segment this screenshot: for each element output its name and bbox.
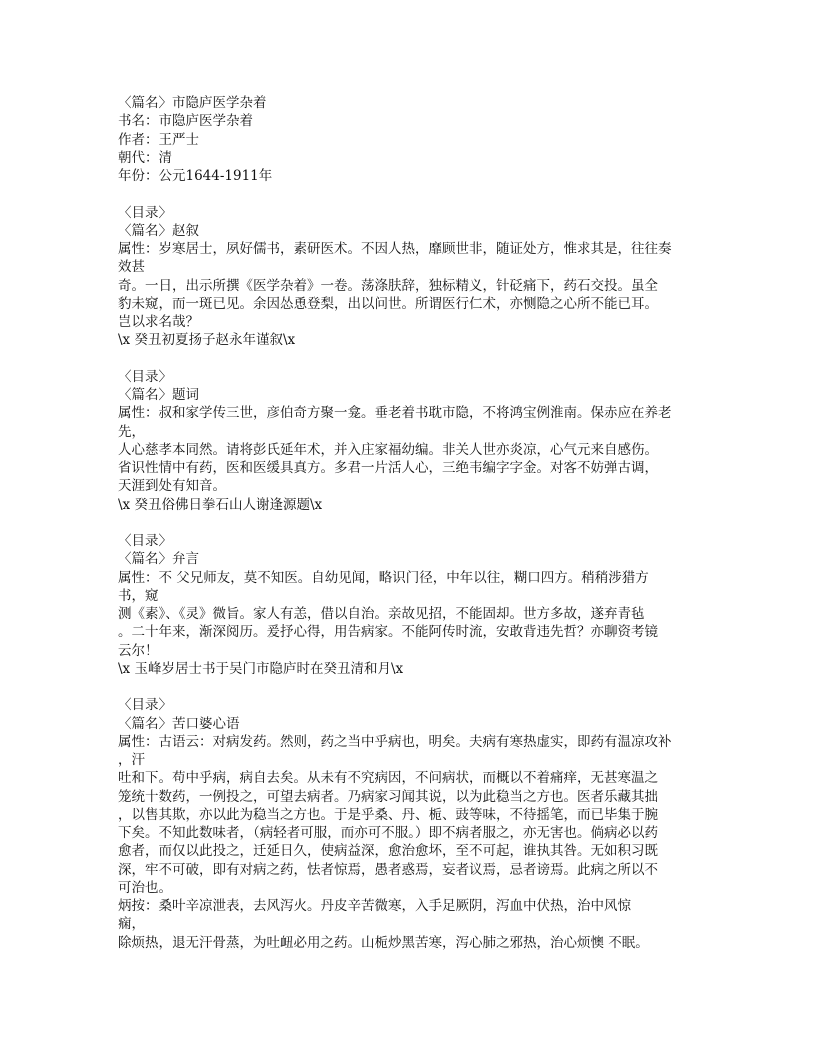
blank-line [118, 185, 718, 203]
toc-marker: 〈目录〉 [118, 204, 172, 221]
year: 年份：公元1644-1911年 [118, 168, 273, 184]
section [118, 678, 718, 952]
section-title: 〈篇名〉题词 [118, 387, 199, 403]
text-line: \x 癸丑俗佛日拳石山人谢逢源题\x [118, 496, 323, 513]
text-line: 除烦热，退无汗骨蒸，为吐衄必用之药。山栀炒黑苦寒，泻心肺之邪热，治心烦懊 不眠。 [118, 934, 649, 951]
text-line: 属性：岁寒居士，夙好儒书，素研医术。不因人热，靡顾世非，随证处方，惟求其是，往往奏 [118, 241, 672, 257]
text-line: ，汗 [118, 752, 145, 768]
section [118, 185, 718, 349]
section-title: 〈篇名〉弁言 [118, 551, 199, 568]
text-line: 效甚 [118, 259, 145, 276]
text-line: 测《素》、《灵》微旨。家人有恙，借以自治。亲故见招，不能固却。世方多故，遂弃青毡 [118, 606, 645, 622]
text-line: 人心慈孝本同然。请将彭氏延年术，并入庄家福幼编。非关人世亦炎凉，心气元来自感伤。 [118, 441, 658, 458]
text-line: 先， [118, 423, 145, 440]
toc-marker: 〈目录〉 [118, 533, 172, 549]
text-line: 书，窥 [118, 587, 159, 604]
document-body [118, 94, 718, 952]
text-line: 属性：古语云：对病发药。然则，药之当中乎病也，明矣。夫病有寒热虚实，即药有温凉攻补 [118, 733, 672, 750]
sections [118, 185, 718, 952]
book-name: 书名：市隐庐医学杂着 [118, 113, 253, 130]
text-line: 下矣。不知此数味者，（病轻者可服，而亦可不服。）即不病者服之，亦无害也。倘病必以药 [118, 825, 658, 841]
blank-line [118, 350, 718, 368]
toc-marker: 〈目录〉 [118, 368, 172, 385]
section [118, 514, 718, 678]
text-line: 痫， [118, 916, 145, 933]
section-title: 〈篇名〉赵叙 [118, 222, 199, 239]
blank-line [118, 514, 718, 532]
text-line: 深，牢不可破，即有对病之药，怯者惊焉，愚者惑焉，妄者议焉，忌者谤焉。此病之所以不 [118, 861, 658, 878]
toc-marker: 〈目录〉 [118, 697, 172, 714]
text-line: 豹未窥，而一斑已见。余因怂恿登梨，出以问世。所谓医行仁术，亦恻隐之心所不能已耳。 [118, 295, 658, 312]
text-line: 云尔！ [118, 642, 159, 659]
text-line: 属性：叔和家学传三世，彦伯奇方聚一龛。垂老着书耽市隐，不将鸿宝例淮南。保赤应在养老 [118, 405, 672, 422]
text-line: 天涯到处有知音。 [118, 478, 226, 495]
text-line: 岂以求名哉？ [118, 314, 199, 330]
section-title: 〈篇名〉苦口婆心语 [118, 715, 240, 732]
text-line: 吐和下。苟中乎病，病自去矣。从未有不究病因，不问病状，而概以不着痛痒，无甚寒温之 [118, 770, 658, 787]
text-line: 属性：不 父兄师友，莫不知医。自幼见闻，略识门径，中年以往，糊口四方。稍稍涉猎方 [118, 569, 649, 586]
text-line: 炳按：桑叶辛凉泄表，去风泻火。丹皮辛苦微寒，入手足厥阴，泻血中伏热，治中风惊 [118, 898, 631, 914]
chapter-title: 〈篇名〉市隐庐医学杂着 [118, 95, 267, 111]
text-line: 愈者，而仅以此投之，迁延日久，使病益深，愈治愈坏，至不可起，谁执其咎。无如积习既 [118, 843, 658, 860]
author: 作者：王严士 [118, 131, 199, 148]
blank-line [118, 678, 718, 696]
text-line: ，以售其欺，亦以此为稳当之方也。于是乎桑、丹、栀、豉等味，不待摇笔，而已毕集于腕 [118, 806, 658, 823]
text-line: 。二十年来，渐深阅历。爰抒心得，用告病家。不能阿传时流，安敢背违先哲？亦聊资考镜 [118, 624, 658, 641]
dynasty: 朝代：清 [118, 149, 172, 166]
text-line: 省识性情中有药，医和医缓具真方。多君一片活人心，三绝韦编字字金。对客不妨弹古调， [118, 460, 658, 476]
text-line: \x 玉峰岁居士书于吴门市隐庐时在癸丑清和月\x [118, 660, 404, 677]
text-line: \x 癸丑初夏扬子赵永年谨叙\x [118, 332, 296, 349]
text-line: 可治也。 [118, 879, 172, 896]
section [118, 350, 718, 514]
text-line: 奇。一日，出示所撰《医学杂着》一卷。荡涤肤辞，独标精义，针砭痛下，药石交投。虽全 [118, 277, 658, 294]
text-line: 笼统十数药，一例投之，可望去病者。乃病家习闻其说，以为此稳当之方也。医者乐藏其拙 [118, 788, 658, 805]
